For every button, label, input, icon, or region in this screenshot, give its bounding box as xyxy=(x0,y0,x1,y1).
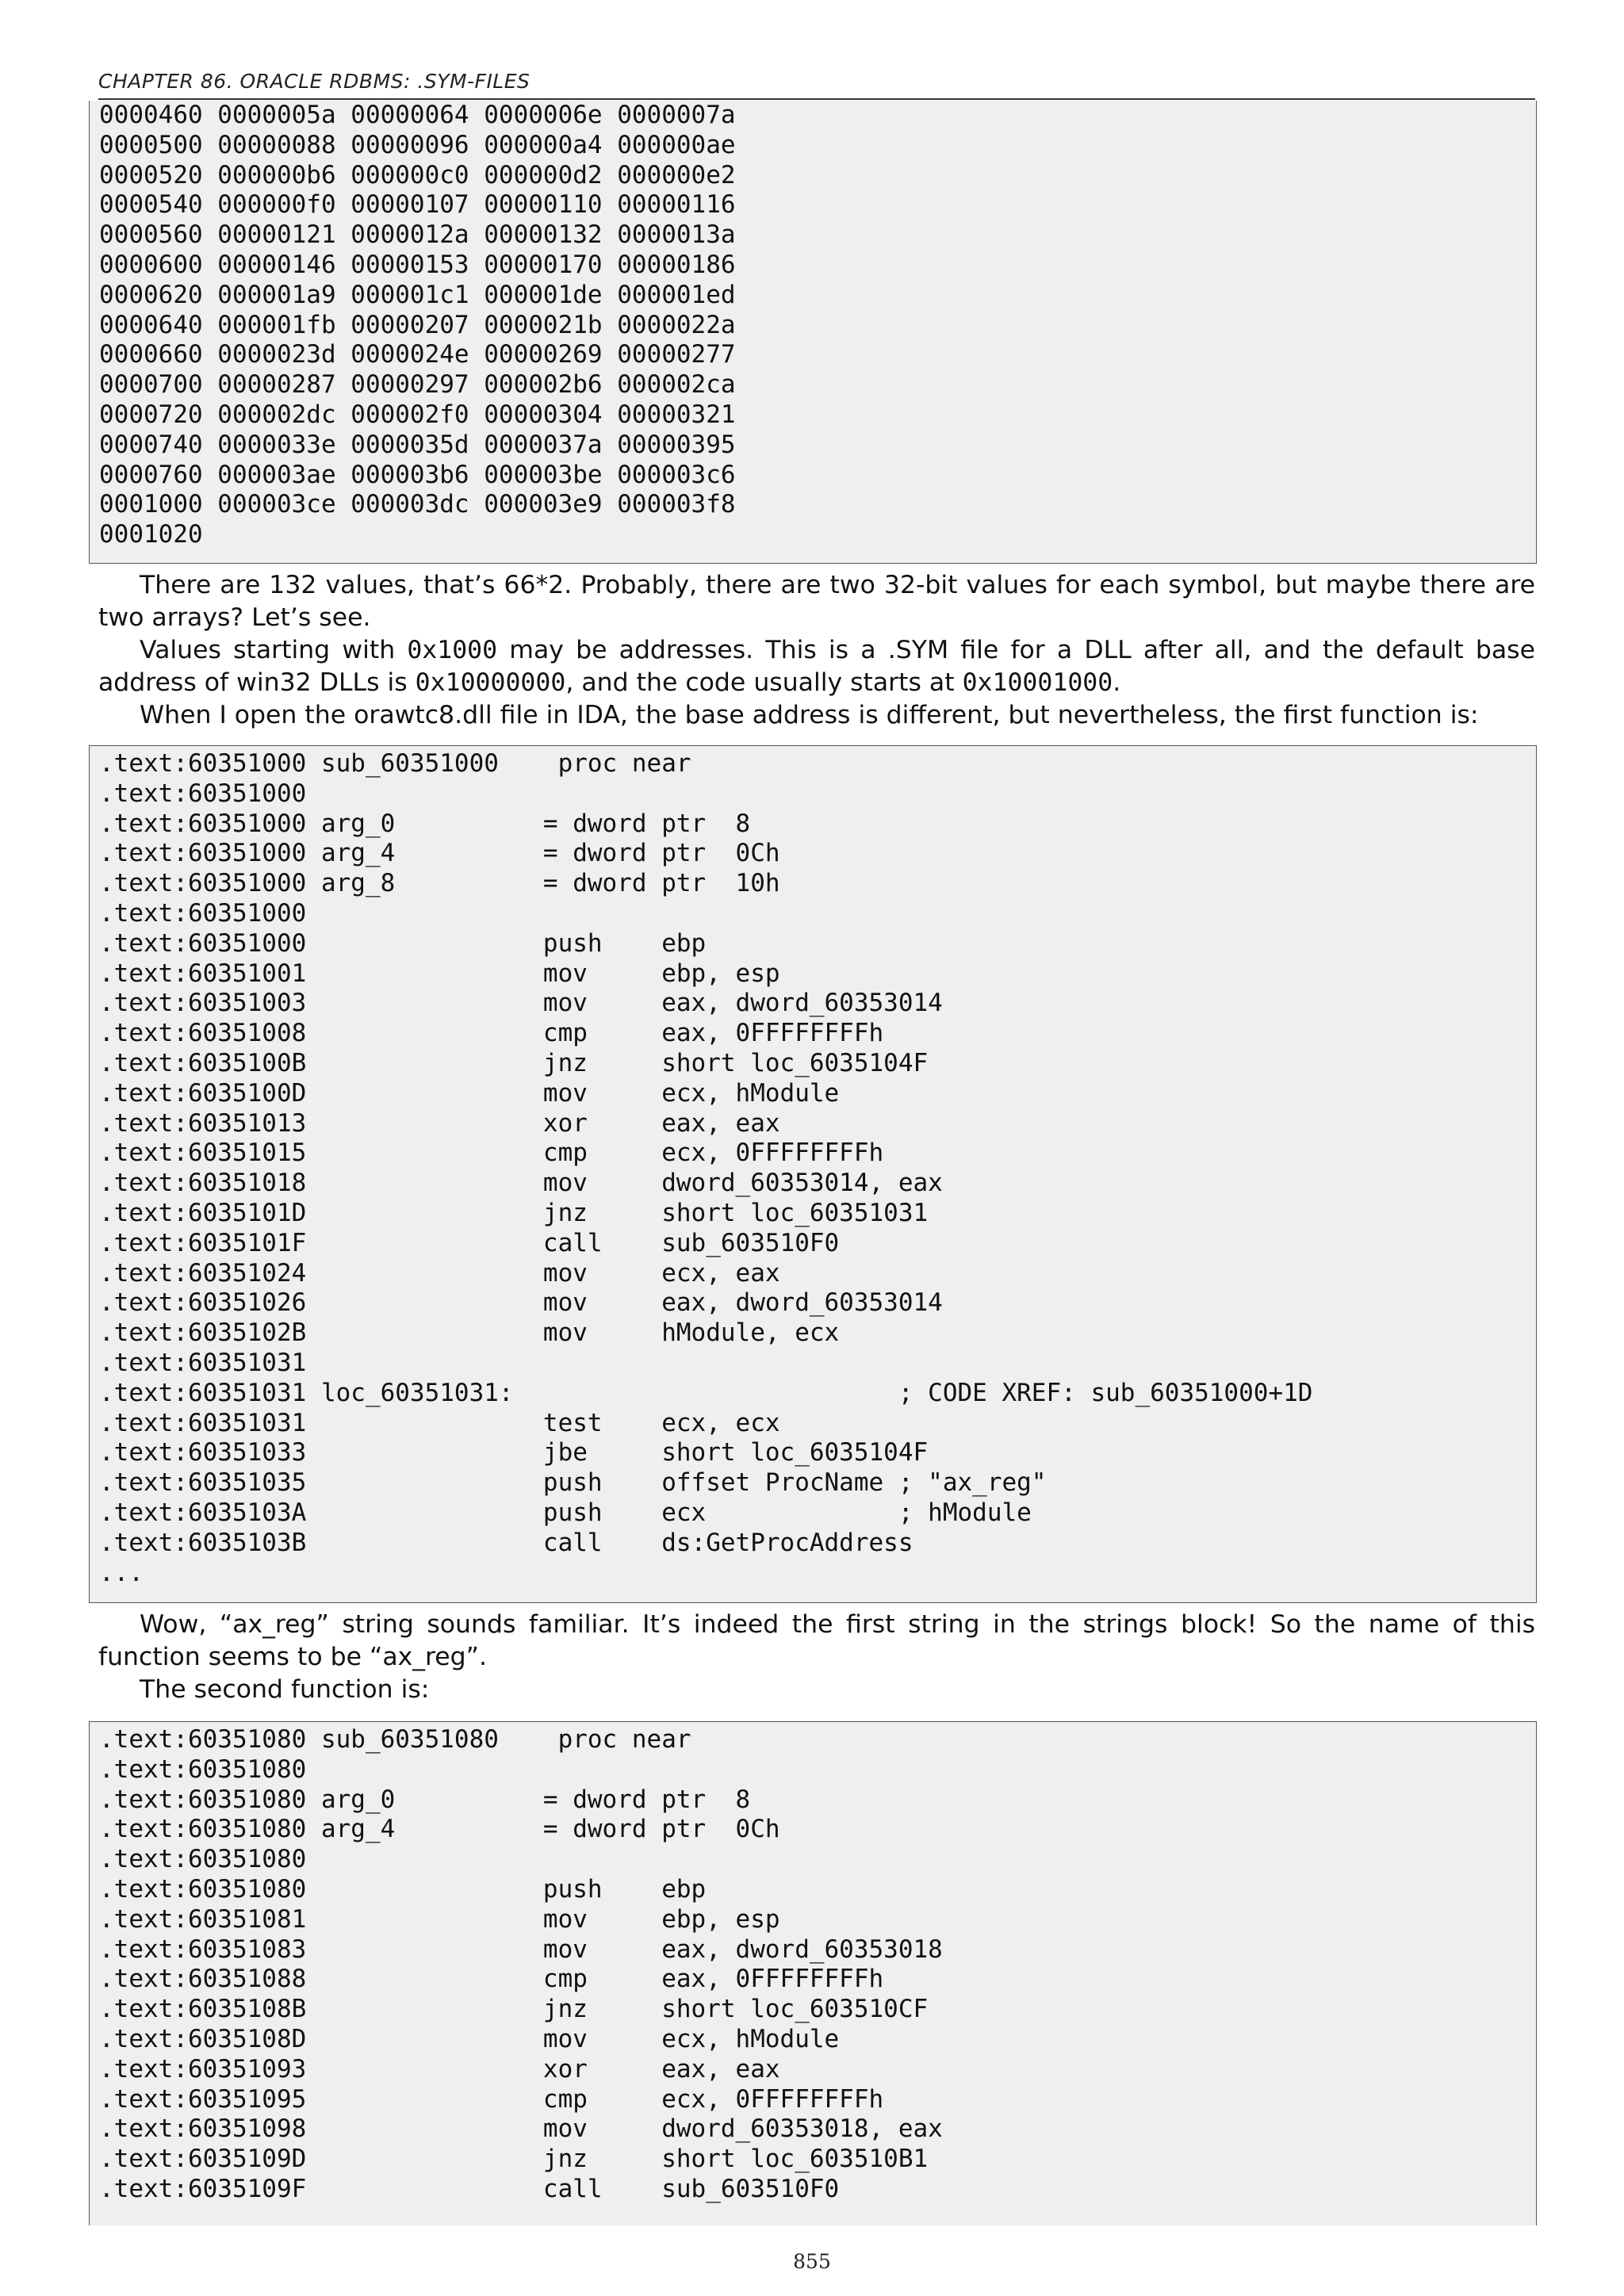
first-function-code-block xyxy=(89,745,1537,1603)
paragraph-ida-intro: When I open the orawtc8.dll file in IDA, the base address is different, but nevertheless, the first function is: xyxy=(140,701,1479,729)
paragraph-second-function: The second function is: xyxy=(140,1675,430,1704)
first-function-code-text: .text:60351000 sub_60351000 proc near .text:60351000 .text:60351000 arg_0 = dword ptr 8 .text:60351000 arg_4 = dword ptr 0Ch .text:60351000 arg_8 = dword ptr 10h .text:60351000 .text:60351000 push ebp .text:60351001 mov ebp, esp .text:60351003 mov eax, dword_60353014 .text:60351008 cmp eax, 0FFFFFFFFh .text:6035100B jnz short loc_6035104F .text:6035100D mov ecx, hModule .text:60351013 xor eax, eax .text:60351015 cmp ecx, 0FFFFFFFFh .text:60351018 mov dword_60353014, eax .text:6035101D jnz short loc_60351031 .text:6035101F call sub_603510F0 .text:60351024 mov ecx, eax .text:60351026 mov eax, dword_60353014 .text:6035102B mov hModule, ecx .text:60351031 .text:60351031 loc_60351031: ; CODE XREF: sub_60351000+1D .text:60351031 test ecx, ecx .text:60351033 jbe short loc_6035104F .text:60351035 push offset ProcName ; "ax_reg" .text:6035103A push ecx ; hModule .text:6035103B call ds:GetProcAddress ... xyxy=(99,749,1313,1587)
paragraph-ax-reg: Wow, “ax_reg” string sounds familiar. It’s indeed the first string in the strings block! So the name of this function seems to be “ax_reg”. xyxy=(98,1610,1535,1671)
chapter-header: CHAPTER 86. ORACLE RDBMS: .SYM-FILES xyxy=(98,70,530,93)
paragraph-addresses: Values starting with 0x1000 may be addresses. This is a .SYM file for a DLL after all, and the default base address of win32 DLLs is 0x10000000, and the code usually starts at 0x10001000. xyxy=(98,636,1535,697)
hexdump-code-text: 0000460 0000005a 00000064 0000006e 0000007a 0000500 00000088 00000096 000000a4 000000ae 0000520 000000b6 000000c0 000000d2 000000e2 0000540 000000f0 00000107 00000110 00000116 0000560 00000121 0000012a 00000132 0000013a 0000600 00000146 00000153 00000170 00000186 0000620 000001a9 000001c1 000001de 000001ed 0000640 000001fb 00000207 0000021b 0000022a 0000660 0000023d 0000024e 00000269 00000277 0000700 00000287 00000297 000002b6 000002ca 0000720 000002dc 000002f0 00000304 00000321 0000740 0000033e 0000035d 0000037a 00000395 0000760 000003ae 000003b6 000003be 000003c6 0001000 000003ce 000003dc 000003e9 000003f8 0001020 xyxy=(99,101,736,549)
page-number: 855 xyxy=(793,2250,831,2273)
second-function-code-block xyxy=(89,1721,1537,2225)
second-function-code-text: .text:60351080 sub_60351080 proc near .text:60351080 .text:60351080 arg_0 = dword ptr 8 .text:60351080 arg_4 = dword ptr 0Ch .text:60351080 .text:60351080 push ebp .text:60351081 mov ebp, esp .text:60351083 mov eax, dword_60353018 .text:60351088 cmp eax, 0FFFFFFFFh .text:6035108B jnz short loc_603510CF .text:6035108D mov ecx, hModule .text:60351093 xor eax, eax .text:60351095 cmp ecx, 0FFFFFFFFh .text:60351098 mov dword_60353018, eax .text:6035109D jnz short loc_603510B1 .text:6035109F call sub_603510F0 xyxy=(99,1725,943,2203)
header-rule xyxy=(98,98,1535,100)
paragraph-values-count: There are 132 values, that’s 66*2. Probably, there are two 32-bit values for each symbol, but maybe there are two arrays? Let’s see. xyxy=(98,571,1535,632)
hexdump-code-block xyxy=(89,101,1537,564)
